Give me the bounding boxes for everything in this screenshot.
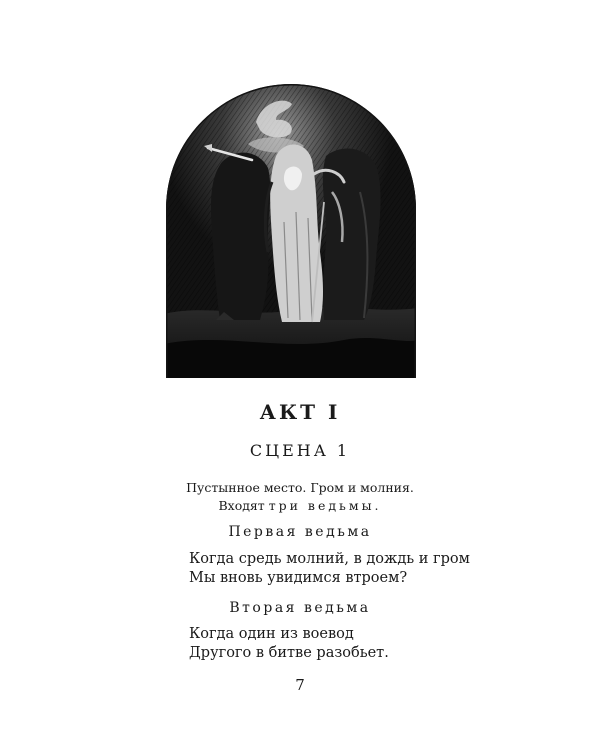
verse-line: Когда средь молний, в дождь и гром bbox=[189, 551, 470, 567]
page-number: 7 bbox=[295, 676, 305, 694]
verse-line: Другого в битве разобьет. bbox=[189, 645, 389, 661]
witches-illustration bbox=[164, 82, 418, 378]
stage-direction-characters: три ведьмы. bbox=[268, 498, 382, 513]
act-heading: АКТ I bbox=[259, 400, 341, 424]
stage-direction-line-1: Пустынное место. Гром и молния. bbox=[186, 480, 414, 495]
speaker-second-witch: Вторая ведьма bbox=[229, 600, 371, 616]
stage-direction-line-2 bbox=[0, 497, 600, 515]
scene-heading: СЦЕНА 1 bbox=[249, 441, 351, 460]
verse-line: Когда один из воевод bbox=[189, 626, 354, 642]
stage-direction-prefix: Входят bbox=[218, 498, 269, 513]
speaker-first-witch: Первая ведьма bbox=[228, 524, 372, 540]
verse-line: Мы вновь увидимся втроем? bbox=[189, 570, 408, 586]
